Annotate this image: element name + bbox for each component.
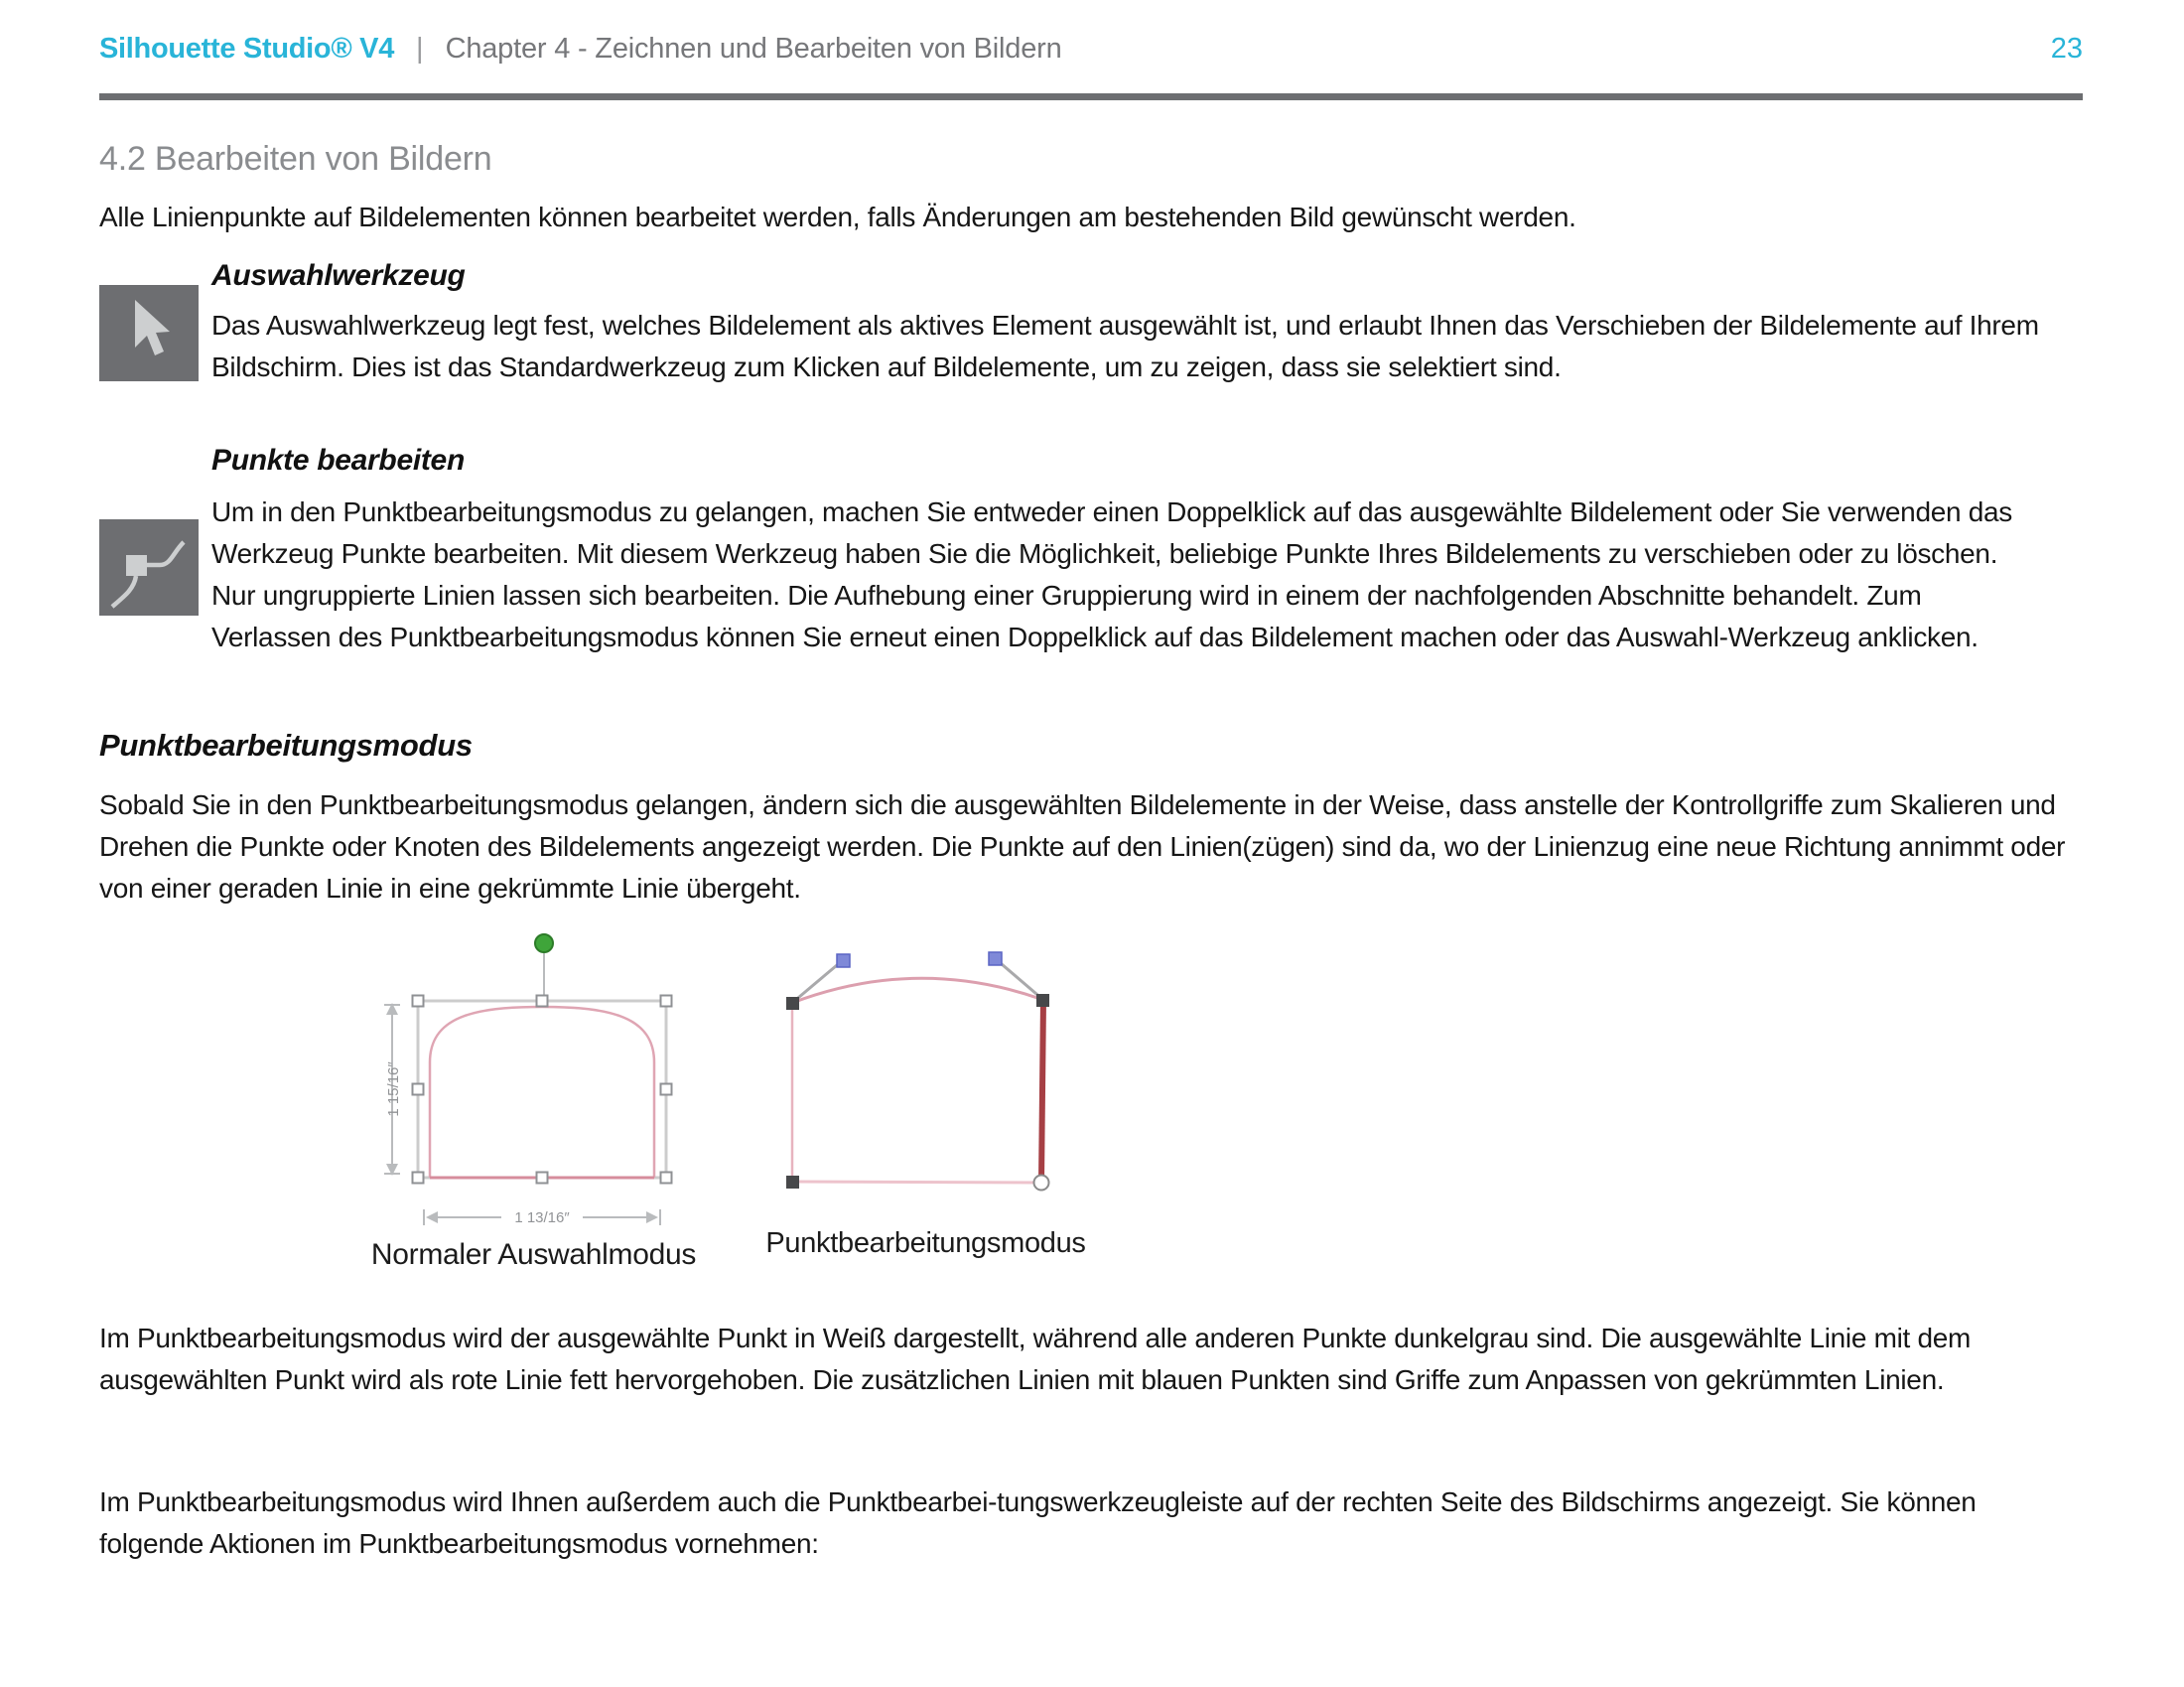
point-dark-top-left [786,997,799,1010]
point-dark-bottom-left [786,1176,799,1189]
rotation-handle-icon [535,934,553,952]
figure-caption-point-edit-mode: Punktbearbeitungsmodus [765,1227,1086,1259]
selected-line-red [1041,1000,1043,1183]
cursor-arrow-glyph [99,285,199,381]
paragraph-toolbar-note: Im Punktbearbeitungsmodus wird Ihnen außerdem auch die Punktbearbei-tungswerkzeugleiste auf der rechten Seite des Bildschirms angezeigt. Sie können folgende Aktionen im Punktbearbeitungsmodus vornehmen: [99,1486,1977,1559]
point-edit-mode-drawing [769,941,1082,1224]
subsection-title: Punktbearbeitungsmodus [99,728,473,763]
width-dimension-label: 1 13/16″ [514,1209,570,1226]
edit-points-icon [99,519,199,616]
cursor-arrow-icon [99,285,199,381]
paragraph-point-colors: Im Punktbearbeitungsmodus wird der ausgewählte Punkt in Weiß dargestellt, während alle anderen Punkte dunkelgrau sind. Die ausgewählte Linie mit dem ausgewählten Punkt wird als rote Linie fett hervorgehoben. Die zusätzlichen Linien mit blauen Punkten sind Griffe zum Anpassen von gekrümmten Linien. [99,1323,1972,1395]
page-header [99,33,2083,66]
tool-heading-auswahlwerkzeug: Auswahlwerkzeug [211,259,466,292]
bezier-handle-line-left [792,960,843,1003]
selection-mode-drawing [372,923,695,1236]
section-intro: Alle Linienpunkte auf Bildelementen können bearbeitet werden, falls Änderungen am bestehenden Bild gewünscht werden. [99,202,1576,232]
point-edit-mode-figure [769,941,1082,1229]
header-separator: | [416,33,424,65]
dimension-arrow-right [646,1211,658,1223]
subsection-body: Sobald Sie in den Punktbearbeitungsmodus gelangen, ändern sich die ausgewählten Bildelemente in der Weise, dass anstelle der Kontrollgriffe zum Skalieren und Drehen die Punkte oder Knoten des Bildelements angezeigt werden. Die Punkte auf den Linien(zügen) sind da, wo der Linienzug eine neue Richtung annimmt oder von einer geraden Linie in eine gekrümmte Linie übergeht. [99,789,2066,904]
arch-top-curve [792,978,1043,1003]
dimension-arrow-left [426,1211,438,1223]
selection-box [418,1001,666,1178]
arch-shape-outline [430,1007,654,1178]
point-dark-top-right [1036,994,1049,1007]
height-dimension-label: 1 15/16″ [385,1061,402,1117]
page-number: 23 [2050,33,2083,65]
chapter-title: Chapter 4 - Zeichnen und Bearbeiten von Bildern [445,33,1062,65]
edit-points-glyph [99,519,199,616]
arch-bottom-line [792,1182,1041,1183]
section-title: 4.2 Bearbeiten von Bildern [99,140,492,178]
curve-handle-blue-right [989,952,1002,965]
tool-heading-punkte-bearbeiten: Punkte bearbeiten [211,444,465,477]
figure-caption-normal-mode: Normaler Auswahlmodus [370,1238,697,1271]
brand-title: Silhouette Studio® V4 [99,33,395,65]
point-selected-white [1034,1176,1049,1191]
curve-handle-blue-left [837,954,850,967]
resize-handles [413,996,672,1184]
selection-mode-figure [372,923,695,1241]
header-rule [99,93,2083,100]
tool-description-auswahlwerkzeug: Das Auswahlwerkzeug legt fest, welches Bildelement als aktives Element ausgewählt ist, und erlaubt Ihnen das Verschieben der Bildelemente auf Ihrem Bildschirm. Dies ist das Standardwerkzeug zum Klicken auf Bildelemente, um zu zeigen, dass sie selektiert sind. [211,310,2039,382]
tool-description-punkte-bearbeiten: Um in den Punktbearbeitungsmodus zu gelangen, machen Sie entweder einen Doppelklick auf das ausgewählte Bildelement oder Sie verwenden das Werkzeug Punkte bearbeiten. Mit diesem Werkzeug haben Sie die Möglichkeit, beliebige Punkte Ihres Bildelements zu verschieben oder zu löschen. Nur ungruppierte Linien lassen sich bearbeiten. Die Aufhebung einer Gruppierung wird in einem der nachfolgenden Abschnitte behandelt. Zum Verlassen des Punktbearbeitungsmodus können Sie erneut einen Doppelklick auf das Bildelement machen oder das Auswahl-Werkzeug anklicken. [211,496,2012,652]
